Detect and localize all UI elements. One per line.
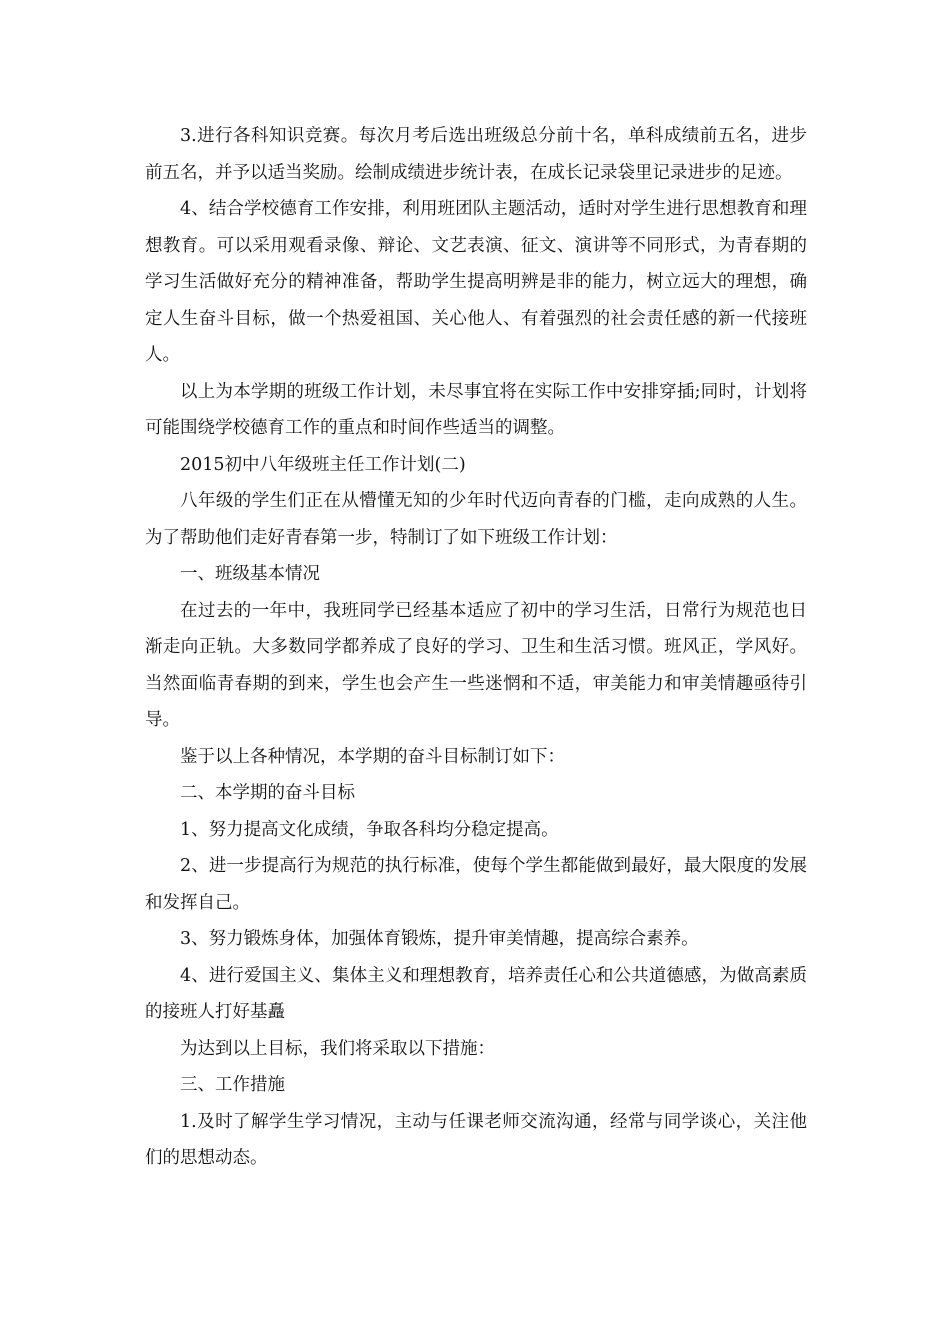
goal-item-4: 4、进行爱国主义、集体主义和理想教育，培养责任心和公共道德感，为做高素质的接班人打好基矗 xyxy=(145,965,807,1022)
paragraph-intro: 八年级的学生们正在从懵懂无知的少年时代迈向青春的门槛，走向成熟的人生。为了帮助他们走好青春第一步，特制订了如下班级工作计划： xyxy=(145,491,807,548)
paragraph-goals-lead: 鉴于以上各种情况，本学期的奋斗目标制订如下： xyxy=(180,746,565,767)
paragraph-knowledge-contest: 3.进行各科知识竞赛。每次月考后选出班级总分前十名，单科成绩前五名，进步前五名，并予以适当奖励。绘制成绩进步统计表，在成长记录袋里记录进步的足迹。 xyxy=(145,126,807,183)
heading-work-measures: 三、工作措施 xyxy=(180,1075,285,1095)
goal-item-3: 3、努力锻炼身体，加强体育锻炼，提升审美情趣，提高综合素养。 xyxy=(180,929,699,949)
document-body xyxy=(145,118,807,1177)
heading-semester-goals: 二、本学期的奋斗目标 xyxy=(180,783,355,803)
goal-item-2: 2、进一步提高行为规范的执行标准，使每个学生都能做到最好，最大限度的发展和发挥自己。 xyxy=(145,856,807,913)
paragraph-plan-summary: 以上为本学期的班级工作计划，未尽事宜将在实际工作中安排穿插;同时，计划将可能围绕学校德育工作的重点和时间作些适当的调整。 xyxy=(145,381,807,438)
goal-item-1: 1、努力提高文化成绩，争取各科均分稳定提高。 xyxy=(180,819,559,840)
measure-item-1: 1.及时了解学生学习情况，主动与任课老师交流沟通，经常与同学谈心，关注他们的思想动态。 xyxy=(145,1111,807,1168)
paragraph-class-situation: 在过去的一年中，我班同学已经基本适应了初中的学习生活，日常行为规范也日渐走向正轨。大多数同学都养成了良好的学习、卫生和生活习惯。班风正，学风好。当然面临青春期的到来，学生也会产生一些迷惘和不适，审美能力和审美情趣亟待引导。 xyxy=(145,600,807,730)
paragraph-measures-lead: 为达到以上目标，我们将采取以下措施： xyxy=(180,1038,495,1059)
section-title-plan-two: 2015初中八年级班主任工作计划(二) xyxy=(180,454,466,475)
heading-class-situation: 一、班级基本情况 xyxy=(180,564,320,584)
paragraph-moral-education: 4、结合学校德育工作安排，利用班团队主题活动，适时对学生进行思想教育和理想教育。可以采用观看录像、辩论、文艺表演、征文、演讲等不同形式，为青春期的学习生活做好充分的精神准备，帮助学生提高明辨是非的能力，树立远大的理想，确定人生奋斗目标，做一个热爱祖国、关心他人、有着强烈的社会责任感的新一代接班人。 xyxy=(145,199,807,365)
